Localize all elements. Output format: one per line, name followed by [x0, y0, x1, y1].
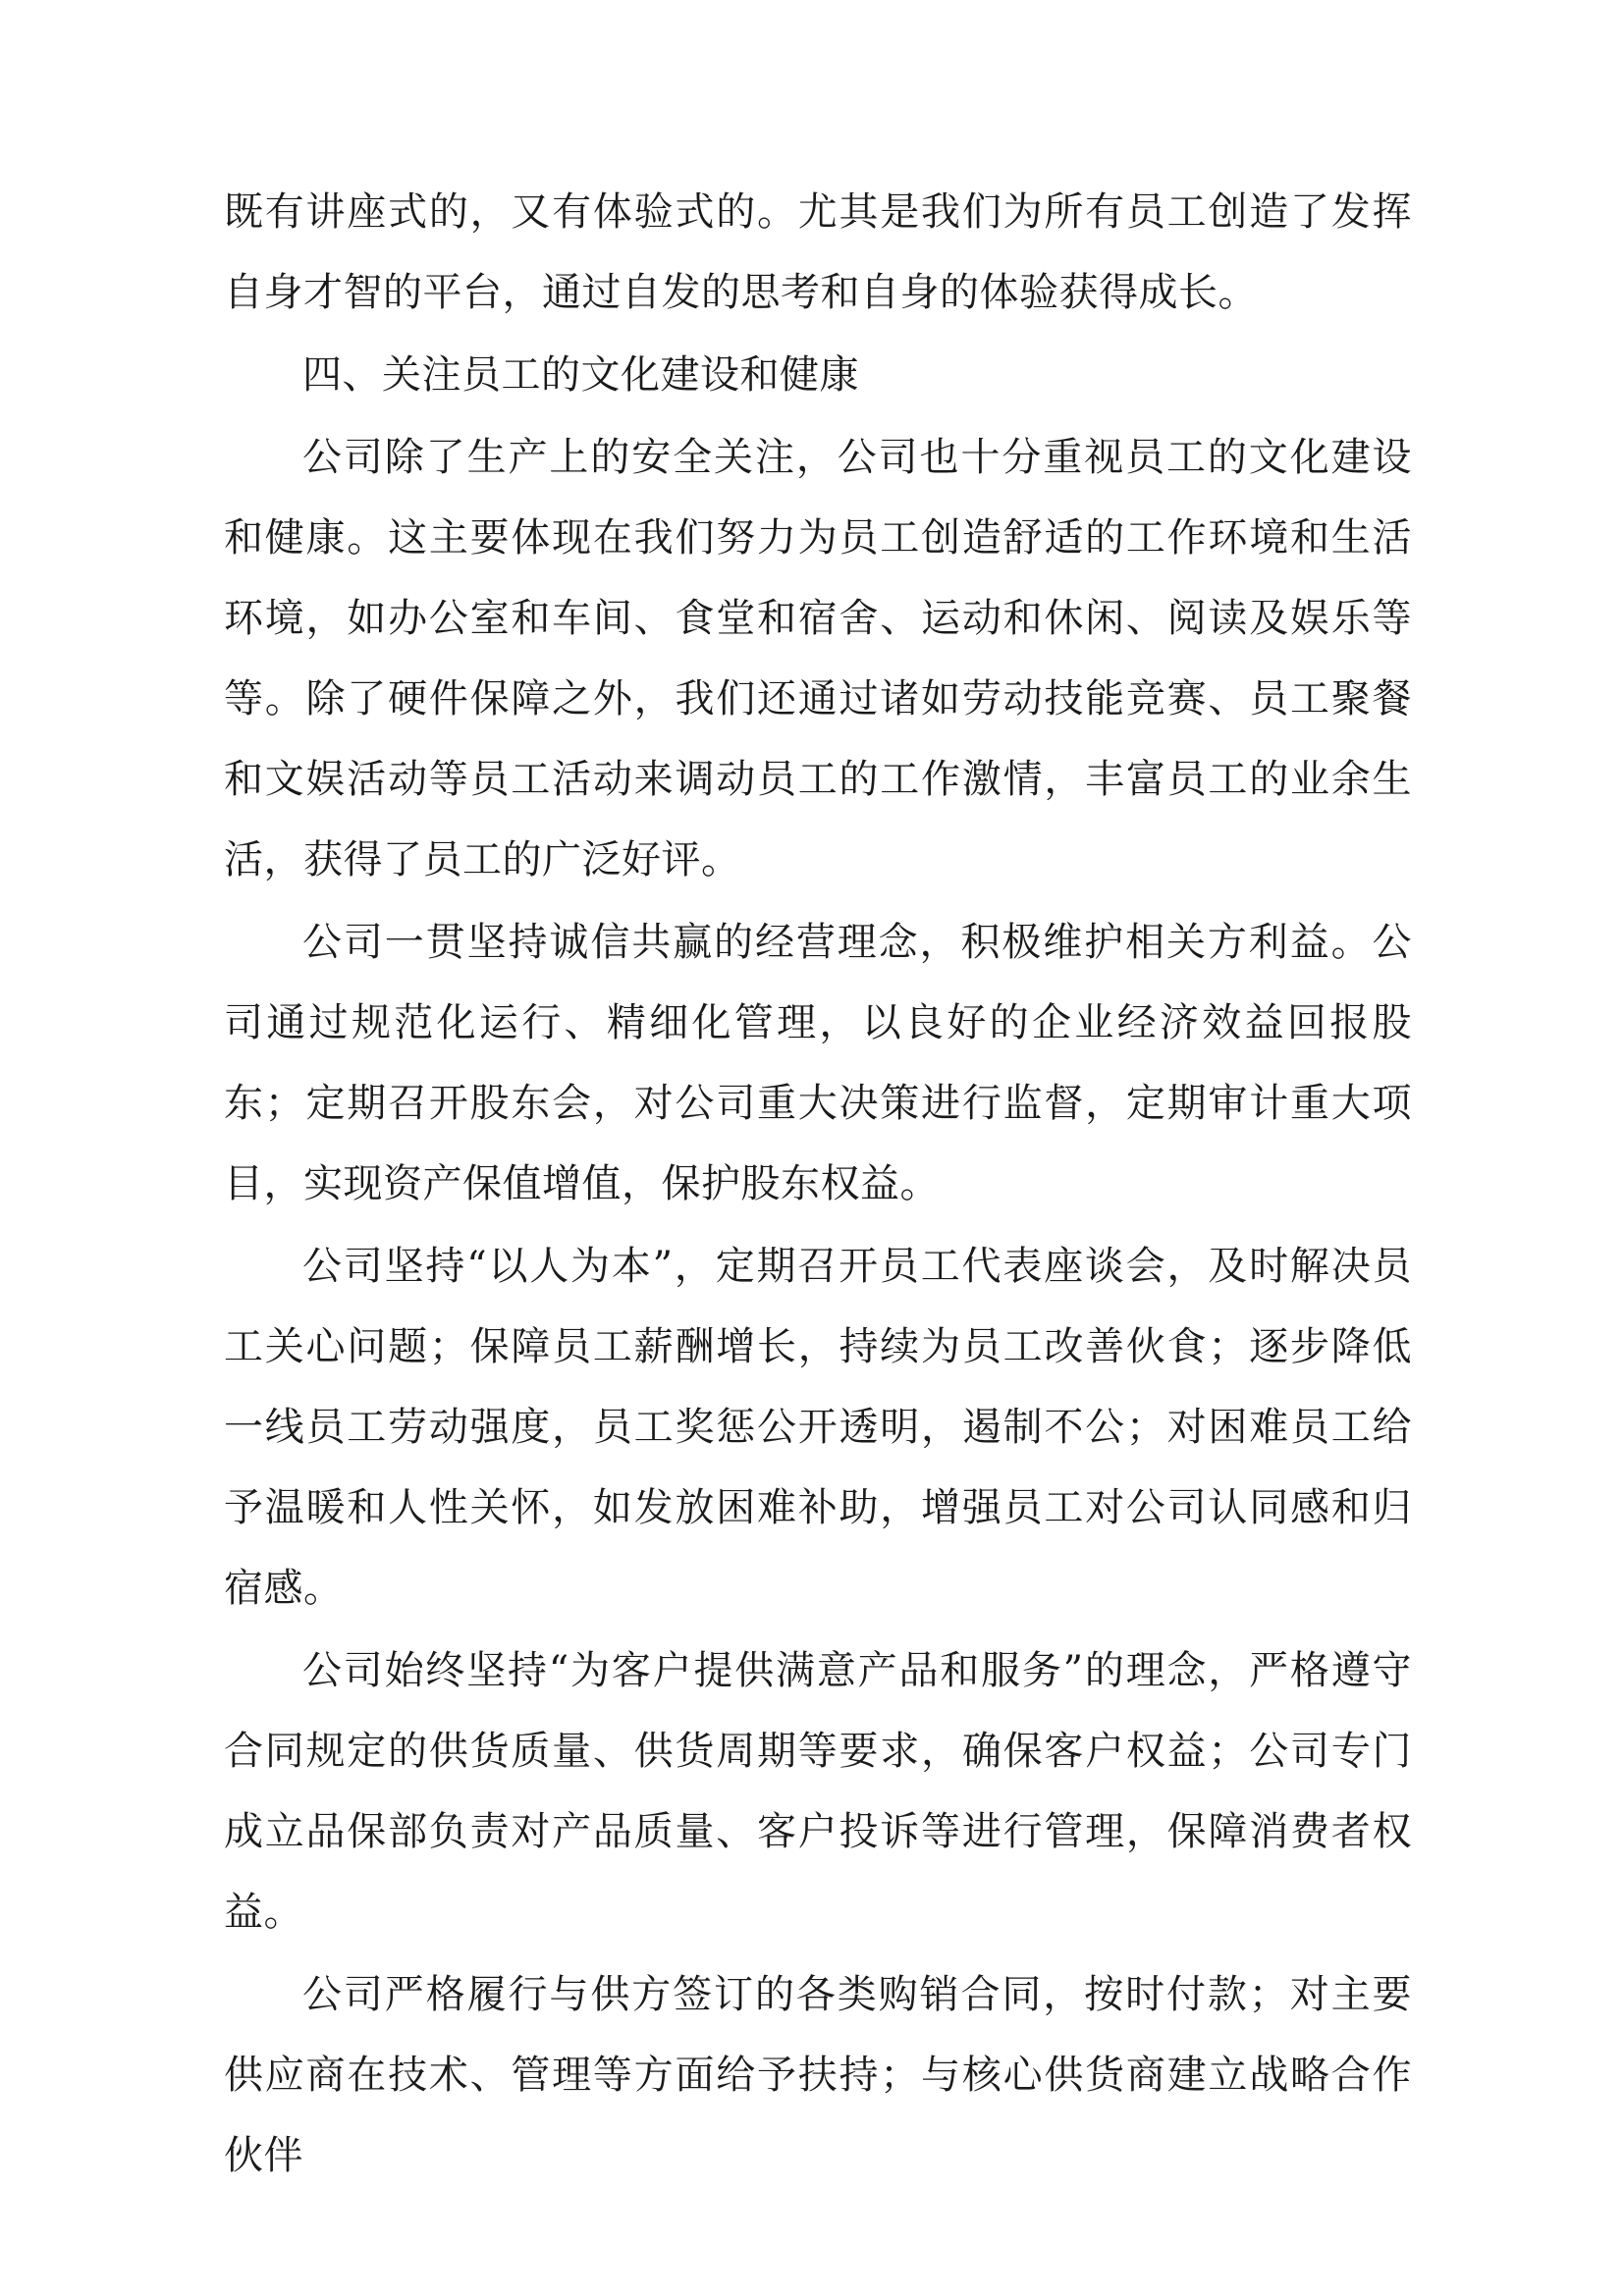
- paragraph-customers: 公司始终坚持“为客户提供满意产品和服务”的理念，严格遵守合同规定的供货质量、供货周期等要求，确保客户权益；公司专门成立品保部负责对产品质量、客户投诉等进行管理，保障消费者权益。: [224, 1648, 1412, 1935]
- paragraph-shareholders: 公司一贯坚持诚信共赢的经营理念，积极维护相关方利益。公司通过规范化运行、精细化管理，以良好的企业经济效益回报股东；定期召开股东会，对公司重大决策进行监督，定期审计重大项目，实现资产保值增值，保护股东权益。: [224, 920, 1412, 1206]
- document-body: [224, 172, 1412, 2198]
- paragraph-people-oriented: 公司坚持“以人为本”，定期召开员工代表座谈会，及时解决员工关心问题；保障员工薪酬增长，持续为员工改善伙食；逐步降低一线员工劳动强度，员工奖惩公开透明，遏制不公；对困难员工给予温暖和人性关怀，如发放困难补助，增强员工对公司认同感和归宿感。: [224, 1244, 1412, 1611]
- paragraph-suppliers: 公司严格履行与供方签订的各类购销合同，按时付款；对主要供应商在技术、管理等方面给予扶持；与核心供货商建立战略合作伙伴: [224, 1972, 1412, 2178]
- heading-section-four: 四、关注员工的文化建设和健康: [302, 352, 859, 398]
- paragraph-culture-health: 公司除了生产上的安全关注，公司也十分重视员工的文化建设和健康。这主要体现在我们努力为员工创造舒适的工作环境和生活环境，如办公室和车间、食堂和宿舍、运动和休闲、阅读及娱乐等等。除了硬件保障之外，我们还通过诸如劳动技能竞赛、员工聚餐和文娱活动等员工活动来调动员工的工作激情，丰富员工的业余生活，获得了员工的广泛好评。: [224, 435, 1412, 882]
- paragraph-continuation: 既有讲座式的，又有体验式的。尤其是我们为所有员工创造了发挥自身才智的平台，通过自发的思考和自身的体验获得成长。: [224, 189, 1412, 315]
